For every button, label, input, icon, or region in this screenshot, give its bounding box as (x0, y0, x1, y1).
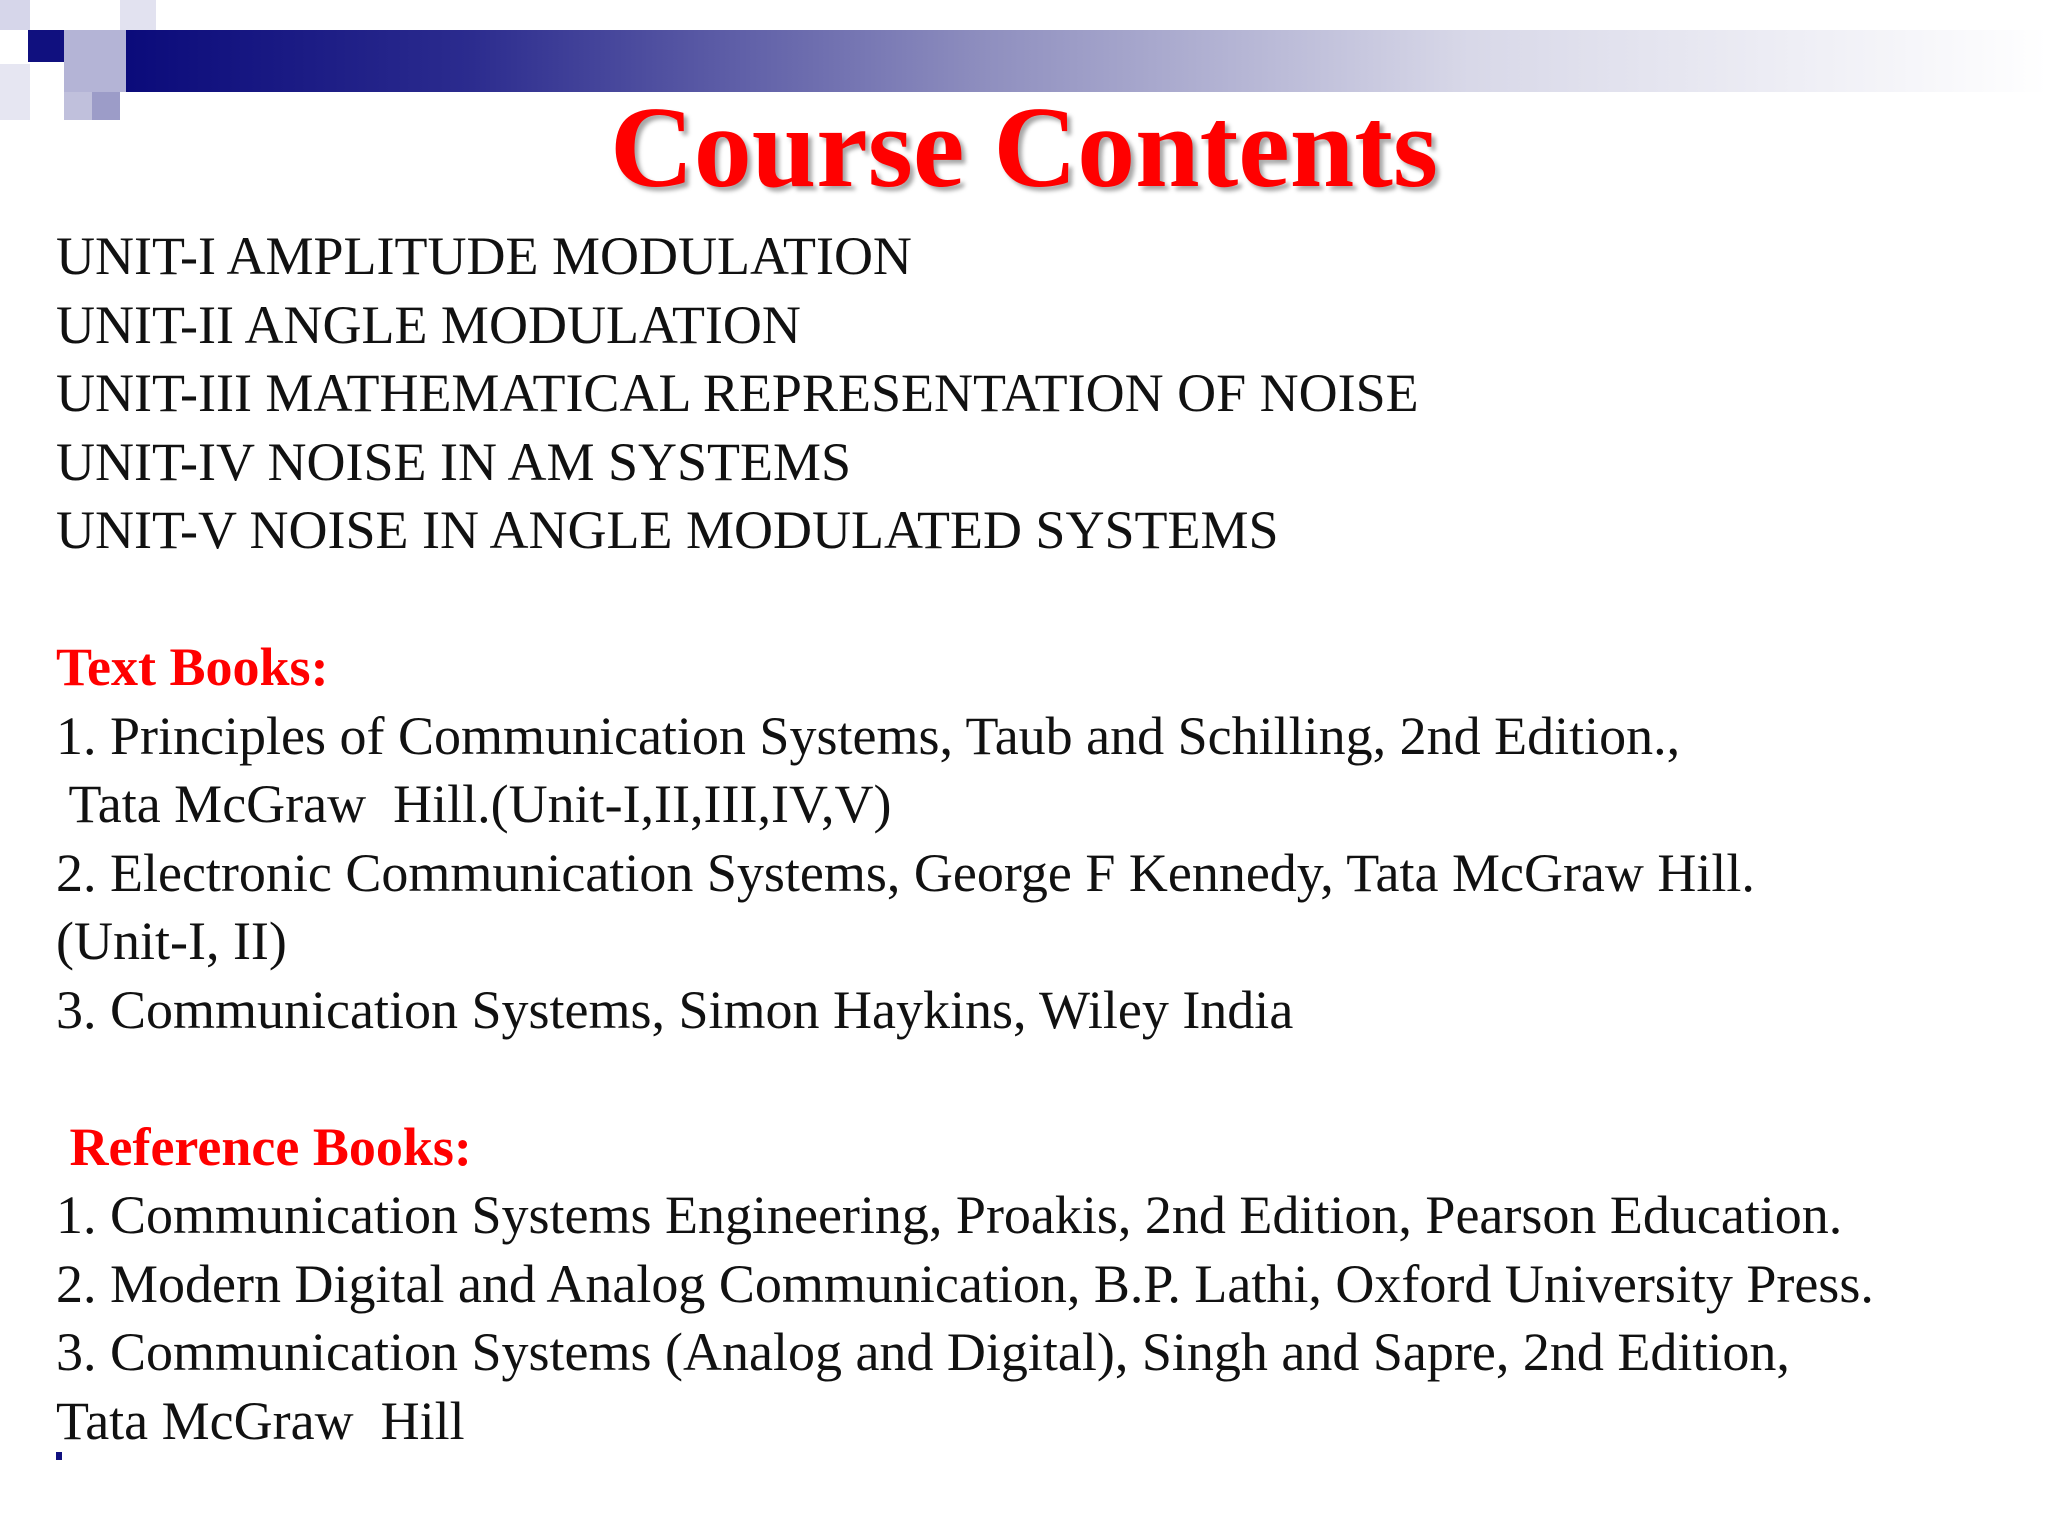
spacer (56, 565, 2016, 634)
spacer (56, 1044, 2016, 1113)
text-book-line: 3. Communication Systems, Simon Haykins, Wiley India (56, 979, 1294, 1040)
reference-book-line: 2. Modern Digital and Analog Communication, B.P. Lathi, Oxford University Press. (56, 1253, 1874, 1314)
text-book-line: (Unit-I, II) (56, 911, 287, 971)
text-books-heading: Text Books: (56, 637, 329, 697)
unit-line: UNIT-V NOISE IN ANGLE MODULATED SYSTEMS (56, 500, 1279, 560)
unit-line: UNIT-III MATHEMATICAL REPRESENTATION OF NOISE (56, 363, 1419, 423)
decor-square (120, 0, 156, 30)
slide-title: Course Contents (609, 84, 1439, 212)
reference-book-line: 3. Communication Systems (Analog and Digital), Singh and Sapre, 2nd Edition, (56, 1322, 1790, 1382)
decor-square (28, 30, 64, 62)
reference-book-line: 1. Communication Systems Engineering, Proakis, 2nd Edition, Pearson Education. (56, 1185, 1843, 1245)
unit-line: UNIT-IV NOISE IN AM SYSTEMS (56, 431, 852, 492)
unit-line: UNIT-II ANGLE MODULATION (56, 294, 801, 355)
reference-book-line: Tata McGraw Hill (56, 1390, 465, 1451)
unit-line: UNIT-I AMPLITUDE MODULATION (56, 226, 912, 286)
bullet-marker (56, 1452, 62, 1460)
text-book-line: 2. Electronic Communication Systems, George F Kennedy, Tata McGraw Hill. (56, 842, 1755, 903)
text-book-line: 1. Principles of Communication Systems, Taub and Schilling, 2nd Edition., (56, 705, 1681, 766)
text-book-line: Tata McGraw Hill.(Unit-I,II,III,IV,V) (56, 774, 892, 834)
slide-body (56, 222, 2016, 1455)
decor-square (0, 0, 30, 30)
reference-books-heading: Reference Books: (56, 1116, 472, 1177)
